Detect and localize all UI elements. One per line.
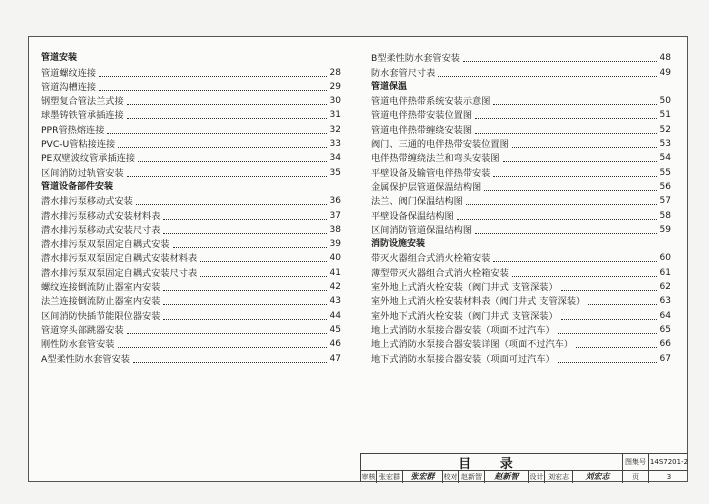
toc-entry: [41, 251, 341, 265]
toc-entry-page: 29: [329, 81, 341, 92]
toc-leader-dots: [127, 168, 327, 177]
toc-entry: [41, 323, 341, 337]
document-title: 目 录: [458, 456, 525, 470]
toc-right-column: [371, 51, 671, 366]
drawing-sheet: [28, 36, 688, 482]
toc-entry-title: 薄型带灭火器组合式消火栓箱安装: [371, 267, 509, 279]
toc-leader-dots: [588, 296, 656, 305]
page-label: 页: [632, 472, 639, 481]
toc-leader-dots: [133, 354, 327, 363]
toc-entry: [41, 94, 341, 108]
toc-entry-title: 螺纹连接倒流防止器室内安装: [41, 282, 161, 294]
toc-entry: [371, 108, 671, 122]
toc-entry-title: 刚性防水套管安装: [41, 339, 115, 351]
toc-entry-title: 消防设施安装: [371, 239, 426, 250]
toc-entry-page: 51: [659, 110, 671, 121]
toc-entry-page: 62: [659, 282, 671, 293]
toc-entry: [41, 137, 341, 151]
toc-entry: [371, 265, 671, 279]
toc-entry-page: 44: [329, 310, 341, 321]
toc-entry-page: 56: [659, 181, 671, 192]
toc-entry-page: 59: [659, 224, 671, 235]
toc-leader-dots: [503, 153, 657, 162]
toc-entry-page: 58: [659, 210, 671, 221]
toc-leader-dots: [493, 253, 656, 262]
toc-entry: [41, 265, 341, 279]
toc-entry: [371, 194, 671, 208]
toc-entry: [41, 237, 341, 251]
toc-section-heading: [371, 237, 671, 251]
toc-leader-dots: [576, 339, 656, 348]
toc-entry-page: 36: [329, 196, 341, 207]
toc-entry: [41, 165, 341, 179]
toc-leader-dots: [484, 182, 656, 191]
toc-entry-title: PVC-U管粘接连接: [41, 139, 116, 151]
toc-entry-title: 管道电伴热带系统安装示意图: [371, 96, 491, 108]
toc-leader-dots: [163, 211, 326, 220]
toc-leader-dots: [558, 354, 657, 363]
toc-entry-page: 35: [329, 167, 341, 178]
toc-entry: [41, 294, 341, 308]
toc-entry: [41, 194, 341, 208]
toc-leader-dots: [163, 225, 326, 234]
toc-entry-page: 30: [329, 96, 341, 107]
toc-entry-page: 31: [329, 110, 341, 121]
toc-entry-page: 28: [329, 67, 341, 78]
check-label: 校对: [443, 472, 458, 481]
toc-leader-dots: [475, 125, 656, 134]
toc-leader-dots: [512, 268, 657, 277]
toc-leader-dots: [127, 325, 327, 334]
toc-entry-title: 管道安装: [41, 53, 78, 64]
toc-entry-title: 室外地上式消火栓安装材料表（阀门井式 支管深装）: [371, 296, 586, 308]
toc-entry: [41, 80, 341, 94]
toc-entry-page: 46: [329, 339, 341, 350]
toc-section-heading: [41, 180, 341, 194]
toc-leader-dots: [136, 196, 327, 205]
toc-entry-page: 42: [329, 282, 341, 293]
toc-entry-title: 管道螺纹连接: [41, 67, 97, 79]
toc-entry-page: 32: [329, 124, 341, 135]
toc-leader-dots: [561, 311, 657, 320]
toc-entry-title: B型柔性防水套管安装: [371, 53, 460, 65]
toc-entry-title: 管道设备部件安装: [41, 181, 114, 192]
checker-name: 赵新智: [461, 472, 482, 481]
toc-leader-dots: [561, 282, 657, 291]
toc-entry-title: 区间消防管道保温结构图: [371, 224, 473, 236]
reviewer-name: 张宏群: [379, 472, 400, 481]
toc-entry-title: PE双壁波纹管承插连接: [41, 153, 136, 165]
toc-entry: [371, 323, 671, 337]
toc-entry-title: 地上式消防水泵接合器安装详图（项面不过汽车）: [371, 339, 574, 351]
toc-entry: [371, 294, 671, 308]
atlas-number: 14S7201-2: [649, 458, 689, 466]
toc-entry: [371, 208, 671, 222]
toc-entry-title: 平壁设备保温结构图: [371, 210, 454, 222]
toc-entry-title: 法兰连接倒流防止器室内安装: [41, 296, 161, 308]
toc-entry-title: PPR管热熔连接: [41, 124, 105, 136]
toc-entry: [371, 223, 671, 237]
atlas-label: 图集号: [625, 458, 646, 466]
toc-entry-title: 管道沟槽连接: [41, 81, 97, 93]
toc-entry-title: 钢塑复合管法兰式接: [41, 96, 124, 108]
toc-entry-title: 管道电伴热带安装位置图: [371, 110, 473, 122]
toc-entry-title: 防水套管尺寸表: [371, 67, 436, 79]
toc-section-heading: [41, 51, 341, 65]
toc-entry-title: 管道保温: [371, 81, 408, 92]
toc-entry-title: 法兰、阀门保温结构图: [371, 196, 463, 208]
toc-entry-title: 球墨铸铁管承插连接: [41, 110, 124, 122]
toc-entry-page: 55: [659, 167, 671, 178]
toc-entry-title: A型柔性防水套管安装: [41, 353, 130, 365]
toc-entry-page: 40: [329, 253, 341, 264]
atlas-label-cell: [623, 454, 649, 470]
toc-entry: [371, 122, 671, 136]
atlas-number-cell: [649, 454, 689, 470]
toc-leader-dots: [558, 325, 657, 334]
toc-entry: [371, 251, 671, 265]
toc-entry: [41, 108, 341, 122]
toc-entry-page: 65: [659, 324, 671, 335]
toc-leader-dots: [200, 253, 326, 262]
toc-entry-title: 潜水排污泵移动式安装: [41, 196, 133, 208]
toc-entry-page: 43: [329, 296, 341, 307]
toc-leader-dots: [107, 125, 326, 134]
page-number: 3: [666, 472, 672, 481]
toc-entry: [371, 151, 671, 165]
toc-entry-page: 47: [329, 353, 341, 364]
toc-leader-dots: [118, 339, 327, 348]
toc-entry-page: 49: [659, 67, 671, 78]
toc-entry-title: 潜水排污泵双泵固定自耦式安装: [41, 239, 170, 251]
toc-leader-dots: [138, 153, 327, 162]
toc-entry-page: 39: [329, 239, 341, 250]
toc-leader-dots: [118, 139, 326, 148]
toc-leader-dots: [163, 296, 326, 305]
toc-entry-title: 区间消防过轨管安装: [41, 167, 124, 179]
toc-entry-page: 45: [329, 324, 341, 335]
toc-entry-page: 41: [329, 267, 341, 278]
toc-leader-dots: [475, 110, 656, 119]
toc-entry-title: 潜水排污泵移动式安装尺寸表: [41, 224, 161, 236]
toc-entry: [371, 337, 671, 351]
toc-entry-title: 电伴热带缠绕法兰和弯头安装图: [371, 153, 500, 165]
toc-entry-page: 57: [659, 196, 671, 207]
toc-leader-dots: [463, 53, 657, 62]
toc-entry-title: 平壁设备及输管电伴热带安装: [371, 167, 491, 179]
toc-entry-page: 48: [659, 53, 671, 64]
toc-entry: [371, 180, 671, 194]
toc-leader-dots: [99, 82, 326, 91]
toc-entry-title: 区间消防快插节能限位器安装: [41, 310, 161, 322]
toc-entry-page: 38: [329, 224, 341, 235]
toc-entry: [41, 208, 341, 222]
toc-entry-page: 67: [659, 353, 671, 364]
toc-entry: [41, 122, 341, 136]
toc-leader-dots: [127, 96, 327, 105]
toc-entry: [371, 94, 671, 108]
title-cell: [361, 454, 623, 470]
toc-entry-title: 室外地上式消火栓安装（阀门井式 支管深装）: [371, 282, 558, 294]
toc-entry-title: 阀门、三通的电伴热带安装位置图: [371, 139, 509, 151]
toc-entry: [41, 151, 341, 165]
reviewer-signature: 张宏群: [410, 471, 435, 481]
toc-entry-title: 潜水排污泵移动式安装材料表: [41, 210, 161, 222]
toc-entry-page: 61: [659, 267, 671, 278]
toc-leader-dots: [475, 225, 656, 234]
toc-leader-dots: [163, 282, 326, 291]
toc-entry-page: 33: [329, 139, 341, 150]
toc-entry: [41, 223, 341, 237]
toc-entry-page: 37: [329, 210, 341, 221]
design-label: 设计: [529, 472, 544, 481]
toc-entry: [41, 65, 341, 79]
toc-leader-dots: [127, 110, 327, 119]
toc-entry-title: 管道电伴热带缠绕安装图: [371, 124, 473, 136]
toc-entry-page: 60: [659, 253, 671, 264]
toc-entry: [41, 280, 341, 294]
toc-entry-page: 53: [659, 139, 671, 150]
toc-leader-dots: [512, 139, 657, 148]
toc-entry-title: 管道穿头部跳器安装: [41, 324, 124, 336]
toc-entry: [41, 337, 341, 351]
toc-leader-dots: [493, 96, 656, 105]
toc-entry-page: 34: [329, 153, 341, 164]
toc-leader-dots: [493, 168, 656, 177]
toc-entry-title: 金属保护层管道保温结构图: [371, 181, 482, 193]
toc-entry-title: 地上式消防水泵接合器安装（项面不过汽车）: [371, 324, 555, 336]
toc-entry-page: 50: [659, 96, 671, 107]
toc-leader-dots: [457, 211, 657, 220]
toc-leader-dots: [173, 239, 327, 248]
toc-entry-page: 66: [659, 339, 671, 350]
toc-entry: [371, 308, 671, 322]
toc-entry: [371, 65, 671, 79]
designer-signature: 刘宏志: [585, 471, 610, 481]
title-block: [360, 453, 688, 482]
toc-entry-title: 潜水排污泵双泵固定自耦式安装材料表: [41, 253, 198, 265]
toc-entry: [371, 137, 671, 151]
toc-entry: [371, 51, 671, 65]
toc-entry: [371, 280, 671, 294]
toc-leader-dots: [438, 68, 656, 77]
toc-section-heading: [371, 80, 671, 94]
toc-entry-title: 室外地下式消火栓安装（阀门井式 支管深装）: [371, 310, 558, 322]
toc-entry-page: 52: [659, 124, 671, 135]
toc-entry-page: 63: [659, 296, 671, 307]
toc-entry-page: 54: [659, 153, 671, 164]
toc-left-column: [41, 51, 341, 366]
toc-entry-title: 潜水排污泵双泵固定自耦式安装尺寸表: [41, 267, 198, 279]
review-label: 审核: [361, 472, 376, 481]
toc-entry: [371, 351, 671, 365]
toc-entry: [371, 165, 671, 179]
toc-leader-dots: [200, 268, 326, 277]
toc-entry: [41, 308, 341, 322]
toc-entry-title: 地下式消防水泵接合器安装（项面可过汽车）: [371, 353, 555, 365]
checker-signature: 赵新智: [494, 471, 519, 481]
toc-leader-dots: [99, 68, 326, 77]
toc-leader-dots: [466, 196, 657, 205]
toc-entry: [41, 351, 341, 365]
toc-entry-page: 64: [659, 310, 671, 321]
toc-entry-title: 带灭火器组合式消火栓箱安装: [371, 253, 491, 265]
designer-name: 刘宏志: [548, 472, 569, 481]
toc-leader-dots: [163, 311, 326, 320]
